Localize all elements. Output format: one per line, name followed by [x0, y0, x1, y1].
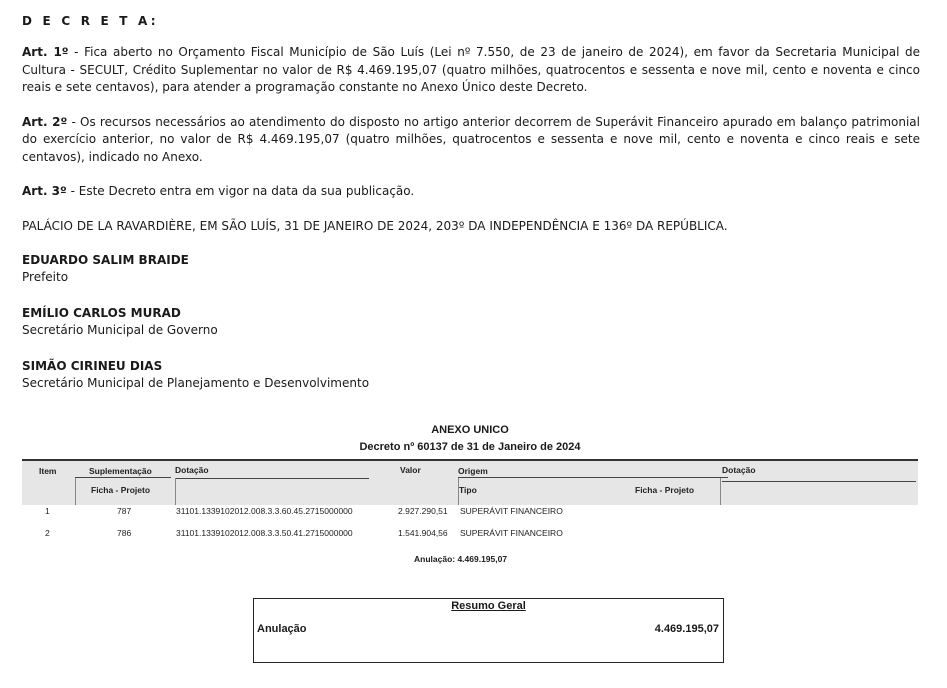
- signature-name: EMÍLIO CARLOS MURAD: [22, 306, 181, 320]
- summary-box: [253, 598, 724, 663]
- cell-ficha: 787: [117, 506, 132, 516]
- cell-dotacao: 31101.1339102012.008.3.3.60.45.2715000000: [176, 506, 353, 516]
- signature-role: Secretário Municipal de Planejamento e Desenvolvimento: [22, 376, 370, 390]
- article-3-label: Art. 3º: [22, 184, 67, 198]
- annex-title: ANEXO UNICO: [431, 424, 509, 436]
- article-2: [22, 114, 920, 167]
- signature-mayor: [22, 252, 920, 286]
- annex-subtitle: Decreto nº 60137 de 31 de Janeiro de 2024: [359, 441, 581, 453]
- cell-dotacao: 31101.1339102012.008.3.3.50.41.2715000000: [176, 528, 353, 538]
- article-1-text: - Fica aberto no Orçamento Fiscal Município de São Luís (Lei nº 7.550, de 23 de janeiro de 2024), em favor da Secretaria Municipal de Cultura - SECULT, Crédito Suplementar no valor de R$ 4.469.195,07 (quatro milhões, quatrocentos e sessenta e nove mil, cento e noventa e cinco reais e sete centavos), para atender a programação constante no Anexo Único deste Decreto.: [22, 45, 921, 94]
- signature-planning: [22, 358, 920, 392]
- article-3-text: - Este Decreto entra em vigor na data da sua publicação.: [66, 184, 415, 198]
- header-divider: [458, 478, 459, 505]
- article-2-text: - Os recursos necessários ao atendimento do disposto no artigo anterior decorrem de Superávit Financeiro apurado em balanço patrimonial do exercício anterior, no valor de R$ 4.469.195,07 (quatro milhões, quatrocentos e sessenta e nove mil, cento e noventa e cinco reais e sete centavos), indicado no Anexo.: [22, 114, 920, 164]
- header-tipo: Tipo: [459, 485, 477, 495]
- header-divider: [175, 478, 176, 505]
- cell-item: 1: [45, 506, 50, 516]
- table-header: [22, 459, 918, 505]
- header-valor: Valor: [400, 465, 421, 475]
- signature-name: EDUARDO SALIM BRAIDE: [22, 253, 189, 267]
- cell-valor: 2.927.290,51: [398, 506, 448, 516]
- header-divider: [175, 478, 369, 479]
- article-1: [22, 44, 920, 97]
- header-origem: Origem: [458, 466, 488, 476]
- table-row: [22, 506, 918, 520]
- signature-name: SIMÃO CIRINEU DIAS: [22, 359, 163, 373]
- cell-ficha: 786: [117, 528, 132, 538]
- cell-item: 2: [45, 528, 50, 538]
- signature-government: [22, 305, 920, 339]
- header-dotacao-2: Dotação: [722, 465, 756, 475]
- cell-tipo: SUPERÁVIT FINANCEIRO: [460, 506, 563, 516]
- article-3: [22, 183, 920, 201]
- palace-line: PALÁCIO DE LA RAVARDIÈRE, EM SÃO LUÍS, 31 DE JANEIRO DE 2024, 203º DA INDEPENDÊNCIA E 136º DA REPÚBLICA.: [22, 218, 728, 233]
- header-divider: [75, 477, 171, 478]
- header-ficha-projeto-2: Ficha - Projeto: [635, 485, 695, 495]
- decree-body: [22, 14, 920, 392]
- article-1-label: Art. 1º: [22, 45, 69, 59]
- header-item: Item: [39, 466, 57, 476]
- article-2-label: Art. 2º: [22, 114, 68, 129]
- decree-heading: D E C R E T A:: [22, 14, 159, 28]
- header-ficha-projeto: Ficha - Projeto: [91, 485, 151, 495]
- signature-role: Secretário Municipal de Governo: [22, 323, 218, 337]
- table-row: [22, 528, 918, 542]
- summary-title: Resumo Geral: [451, 600, 526, 612]
- summary-label: Anulação: [257, 623, 307, 635]
- cell-valor: 1.541.904,56: [398, 528, 448, 538]
- cell-tipo: SUPERÁVIT FINANCEIRO: [460, 528, 563, 538]
- header-divider: [722, 481, 916, 482]
- header-divider: [458, 477, 728, 478]
- summary-value: 4.469.195,07: [654, 623, 719, 635]
- signature-role: Prefeito: [22, 270, 69, 284]
- header-dotacao: Dotação: [175, 465, 209, 475]
- anulacao-total-text: Anulação: 4.469.195,07: [414, 554, 508, 564]
- header-divider: [75, 478, 76, 505]
- header-divider: [720, 478, 721, 505]
- header-suplementacao: Suplementação: [89, 466, 152, 476]
